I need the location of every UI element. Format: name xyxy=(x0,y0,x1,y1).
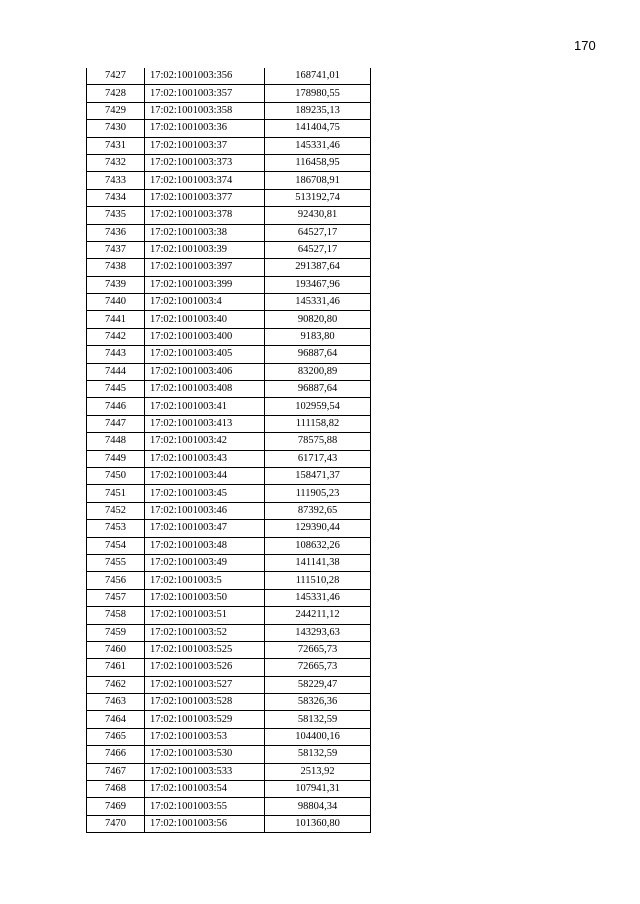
table-row xyxy=(87,259,371,276)
cadastral-value-cell: 145331,46 xyxy=(265,589,371,606)
cadastral-value-cell: 145331,46 xyxy=(265,294,371,311)
row-number-cell: 7447 xyxy=(87,415,145,432)
cadastral-value-cell: 141141,38 xyxy=(265,554,371,571)
table-row xyxy=(87,189,371,206)
cadastral-value-cell: 111158,82 xyxy=(265,415,371,432)
cadastral-value-cell: 189235,13 xyxy=(265,102,371,119)
cadastral-number-cell: 17:02:1001003:408 xyxy=(145,381,265,398)
row-number-cell: 7433 xyxy=(87,172,145,189)
table-row xyxy=(87,607,371,624)
row-number-cell: 7440 xyxy=(87,294,145,311)
row-number-cell: 7443 xyxy=(87,346,145,363)
cadastral-value-cell: 64527,17 xyxy=(265,224,371,241)
table-row xyxy=(87,120,371,137)
cadastral-value-cell: 102959,54 xyxy=(265,398,371,415)
cadastral-value-cell: 96887,64 xyxy=(265,381,371,398)
cadastral-number-cell: 17:02:1001003:406 xyxy=(145,363,265,380)
table-row xyxy=(87,711,371,728)
table-row xyxy=(87,85,371,102)
page-number: 170 xyxy=(574,38,596,53)
table-row xyxy=(87,537,371,554)
cadastral-number-cell: 17:02:1001003:55 xyxy=(145,798,265,815)
cadastral-number-cell: 17:02:1001003:358 xyxy=(145,102,265,119)
cadastral-number-cell: 17:02:1001003:42 xyxy=(145,433,265,450)
row-number-cell: 7461 xyxy=(87,659,145,676)
cadastral-number-cell: 17:02:1001003:39 xyxy=(145,241,265,258)
table-row xyxy=(87,433,371,450)
cadastral-number-cell: 17:02:1001003:356 xyxy=(145,68,265,85)
row-number-cell: 7427 xyxy=(87,68,145,85)
row-number-cell: 7466 xyxy=(87,746,145,763)
table-row xyxy=(87,450,371,467)
cadastral-value-cell: 244211,12 xyxy=(265,607,371,624)
cadastral-number-cell: 17:02:1001003:51 xyxy=(145,607,265,624)
row-number-cell: 7448 xyxy=(87,433,145,450)
table-row xyxy=(87,381,371,398)
table-row xyxy=(87,676,371,693)
cadastral-value-cell: 178980,55 xyxy=(265,85,371,102)
cadastral-value-cell: 64527,17 xyxy=(265,241,371,258)
cadastral-number-cell: 17:02:1001003:525 xyxy=(145,641,265,658)
cadastral-number-cell: 17:02:1001003:374 xyxy=(145,172,265,189)
cadastral-number-cell: 17:02:1001003:529 xyxy=(145,711,265,728)
cadastral-value-cell: 78575,88 xyxy=(265,433,371,450)
table-row xyxy=(87,276,371,293)
cadastral-number-cell: 17:02:1001003:530 xyxy=(145,746,265,763)
cadastral-value-cell: 58132,59 xyxy=(265,746,371,763)
row-number-cell: 7441 xyxy=(87,311,145,328)
table-row xyxy=(87,815,371,832)
cadastral-value-cell: 168741,01 xyxy=(265,68,371,85)
cadastral-number-cell: 17:02:1001003:399 xyxy=(145,276,265,293)
cadastral-number-cell: 17:02:1001003:377 xyxy=(145,189,265,206)
table-row xyxy=(87,294,371,311)
cadastral-value-table xyxy=(86,68,371,833)
cadastral-value-cell: 111510,28 xyxy=(265,572,371,589)
row-number-cell: 7454 xyxy=(87,537,145,554)
row-number-cell: 7459 xyxy=(87,624,145,641)
cadastral-number-cell: 17:02:1001003:357 xyxy=(145,85,265,102)
cadastral-value-cell: 291387,64 xyxy=(265,259,371,276)
cadastral-value-cell: 98804,34 xyxy=(265,798,371,815)
cadastral-number-cell: 17:02:1001003:533 xyxy=(145,763,265,780)
cadastral-number-cell: 17:02:1001003:40 xyxy=(145,311,265,328)
row-number-cell: 7429 xyxy=(87,102,145,119)
table-row xyxy=(87,311,371,328)
table-row xyxy=(87,763,371,780)
table-row xyxy=(87,137,371,154)
cadastral-number-cell: 17:02:1001003:400 xyxy=(145,328,265,345)
table-row xyxy=(87,102,371,119)
cadastral-number-cell: 17:02:1001003:46 xyxy=(145,502,265,519)
table-row xyxy=(87,415,371,432)
table-row xyxy=(87,728,371,745)
cadastral-value-cell: 58326,36 xyxy=(265,694,371,711)
cadastral-number-cell: 17:02:1001003:5 xyxy=(145,572,265,589)
table-row xyxy=(87,363,371,380)
cadastral-number-cell: 17:02:1001003:528 xyxy=(145,694,265,711)
cadastral-number-cell: 17:02:1001003:526 xyxy=(145,659,265,676)
table-row xyxy=(87,746,371,763)
row-number-cell: 7430 xyxy=(87,120,145,137)
table-row xyxy=(87,502,371,519)
cadastral-number-cell: 17:02:1001003:378 xyxy=(145,207,265,224)
cadastral-number-cell: 17:02:1001003:43 xyxy=(145,450,265,467)
row-number-cell: 7452 xyxy=(87,502,145,519)
row-number-cell: 7458 xyxy=(87,607,145,624)
cadastral-value-cell: 186708,91 xyxy=(265,172,371,189)
cadastral-number-cell: 17:02:1001003:397 xyxy=(145,259,265,276)
table-row xyxy=(87,485,371,502)
table-row xyxy=(87,467,371,484)
cadastral-value-cell: 158471,37 xyxy=(265,467,371,484)
cadastral-value-cell: 116458,95 xyxy=(265,154,371,171)
row-number-cell: 7432 xyxy=(87,154,145,171)
table-row xyxy=(87,68,371,85)
cadastral-value-cell: 72665,73 xyxy=(265,659,371,676)
row-number-cell: 7449 xyxy=(87,450,145,467)
cadastral-value-cell: 61717,43 xyxy=(265,450,371,467)
row-number-cell: 7467 xyxy=(87,763,145,780)
row-number-cell: 7431 xyxy=(87,137,145,154)
row-number-cell: 7463 xyxy=(87,694,145,711)
table-row xyxy=(87,624,371,641)
table-row xyxy=(87,328,371,345)
row-number-cell: 7469 xyxy=(87,798,145,815)
row-number-cell: 7435 xyxy=(87,207,145,224)
cadastral-value-cell: 143293,63 xyxy=(265,624,371,641)
cadastral-value-cell: 90820,80 xyxy=(265,311,371,328)
row-number-cell: 7464 xyxy=(87,711,145,728)
cadastral-value-cell: 193467,96 xyxy=(265,276,371,293)
table-row xyxy=(87,572,371,589)
row-number-cell: 7460 xyxy=(87,641,145,658)
row-number-cell: 7444 xyxy=(87,363,145,380)
cadastral-value-cell: 513192,74 xyxy=(265,189,371,206)
table-row xyxy=(87,589,371,606)
row-number-cell: 7453 xyxy=(87,520,145,537)
row-number-cell: 7451 xyxy=(87,485,145,502)
cadastral-number-cell: 17:02:1001003:45 xyxy=(145,485,265,502)
cadastral-number-cell: 17:02:1001003:405 xyxy=(145,346,265,363)
cadastral-number-cell: 17:02:1001003:373 xyxy=(145,154,265,171)
row-number-cell: 7457 xyxy=(87,589,145,606)
cadastral-number-cell: 17:02:1001003:38 xyxy=(145,224,265,241)
table-row xyxy=(87,798,371,815)
cadastral-value-cell: 9183,80 xyxy=(265,328,371,345)
cadastral-value-cell: 104400,16 xyxy=(265,728,371,745)
cadastral-value-cell: 87392,65 xyxy=(265,502,371,519)
row-number-cell: 7446 xyxy=(87,398,145,415)
cadastral-number-cell: 17:02:1001003:4 xyxy=(145,294,265,311)
cadastral-value-cell: 58132,59 xyxy=(265,711,371,728)
table-row xyxy=(87,781,371,798)
cadastral-number-cell: 17:02:1001003:48 xyxy=(145,537,265,554)
cadastral-value-cell: 129390,44 xyxy=(265,520,371,537)
cadastral-number-cell: 17:02:1001003:41 xyxy=(145,398,265,415)
table-row xyxy=(87,224,371,241)
table-row xyxy=(87,172,371,189)
table-row xyxy=(87,207,371,224)
cadastral-value-cell: 145331,46 xyxy=(265,137,371,154)
cadastral-value-cell: 141404,75 xyxy=(265,120,371,137)
row-number-cell: 7439 xyxy=(87,276,145,293)
row-number-cell: 7468 xyxy=(87,781,145,798)
cadastral-number-cell: 17:02:1001003:44 xyxy=(145,467,265,484)
cadastral-number-cell: 17:02:1001003:53 xyxy=(145,728,265,745)
cadastral-number-cell: 17:02:1001003:49 xyxy=(145,554,265,571)
row-number-cell: 7437 xyxy=(87,241,145,258)
row-number-cell: 7465 xyxy=(87,728,145,745)
cadastral-value-cell: 83200,89 xyxy=(265,363,371,380)
cadastral-value-cell: 58229,47 xyxy=(265,676,371,693)
row-number-cell: 7470 xyxy=(87,815,145,832)
row-number-cell: 7450 xyxy=(87,467,145,484)
row-number-cell: 7442 xyxy=(87,328,145,345)
cadastral-number-cell: 17:02:1001003:50 xyxy=(145,589,265,606)
cadastral-value-cell: 72665,73 xyxy=(265,641,371,658)
cadastral-number-cell: 17:02:1001003:54 xyxy=(145,781,265,798)
cadastral-value-cell: 2513,92 xyxy=(265,763,371,780)
table-row xyxy=(87,346,371,363)
cadastral-value-cell: 107941,31 xyxy=(265,781,371,798)
cadastral-number-cell: 17:02:1001003:56 xyxy=(145,815,265,832)
cadastral-number-cell: 17:02:1001003:527 xyxy=(145,676,265,693)
cadastral-value-cell: 96887,64 xyxy=(265,346,371,363)
table-row xyxy=(87,398,371,415)
cadastral-number-cell: 17:02:1001003:413 xyxy=(145,415,265,432)
cadastral-value-cell: 108632,26 xyxy=(265,537,371,554)
table-body xyxy=(87,68,371,833)
table-row xyxy=(87,520,371,537)
row-number-cell: 7445 xyxy=(87,381,145,398)
table-row xyxy=(87,554,371,571)
row-number-cell: 7456 xyxy=(87,572,145,589)
cadastral-value-cell: 111905,23 xyxy=(265,485,371,502)
cadastral-number-cell: 17:02:1001003:47 xyxy=(145,520,265,537)
cadastral-number-cell: 17:02:1001003:37 xyxy=(145,137,265,154)
table-row xyxy=(87,154,371,171)
table-row xyxy=(87,659,371,676)
table-row xyxy=(87,641,371,658)
cadastral-value-cell: 92430,81 xyxy=(265,207,371,224)
row-number-cell: 7455 xyxy=(87,554,145,571)
row-number-cell: 7428 xyxy=(87,85,145,102)
row-number-cell: 7438 xyxy=(87,259,145,276)
row-number-cell: 7436 xyxy=(87,224,145,241)
cadastral-number-cell: 17:02:1001003:52 xyxy=(145,624,265,641)
row-number-cell: 7434 xyxy=(87,189,145,206)
row-number-cell: 7462 xyxy=(87,676,145,693)
table-row xyxy=(87,694,371,711)
cadastral-value-cell: 101360,80 xyxy=(265,815,371,832)
cadastral-number-cell: 17:02:1001003:36 xyxy=(145,120,265,137)
table-row xyxy=(87,241,371,258)
